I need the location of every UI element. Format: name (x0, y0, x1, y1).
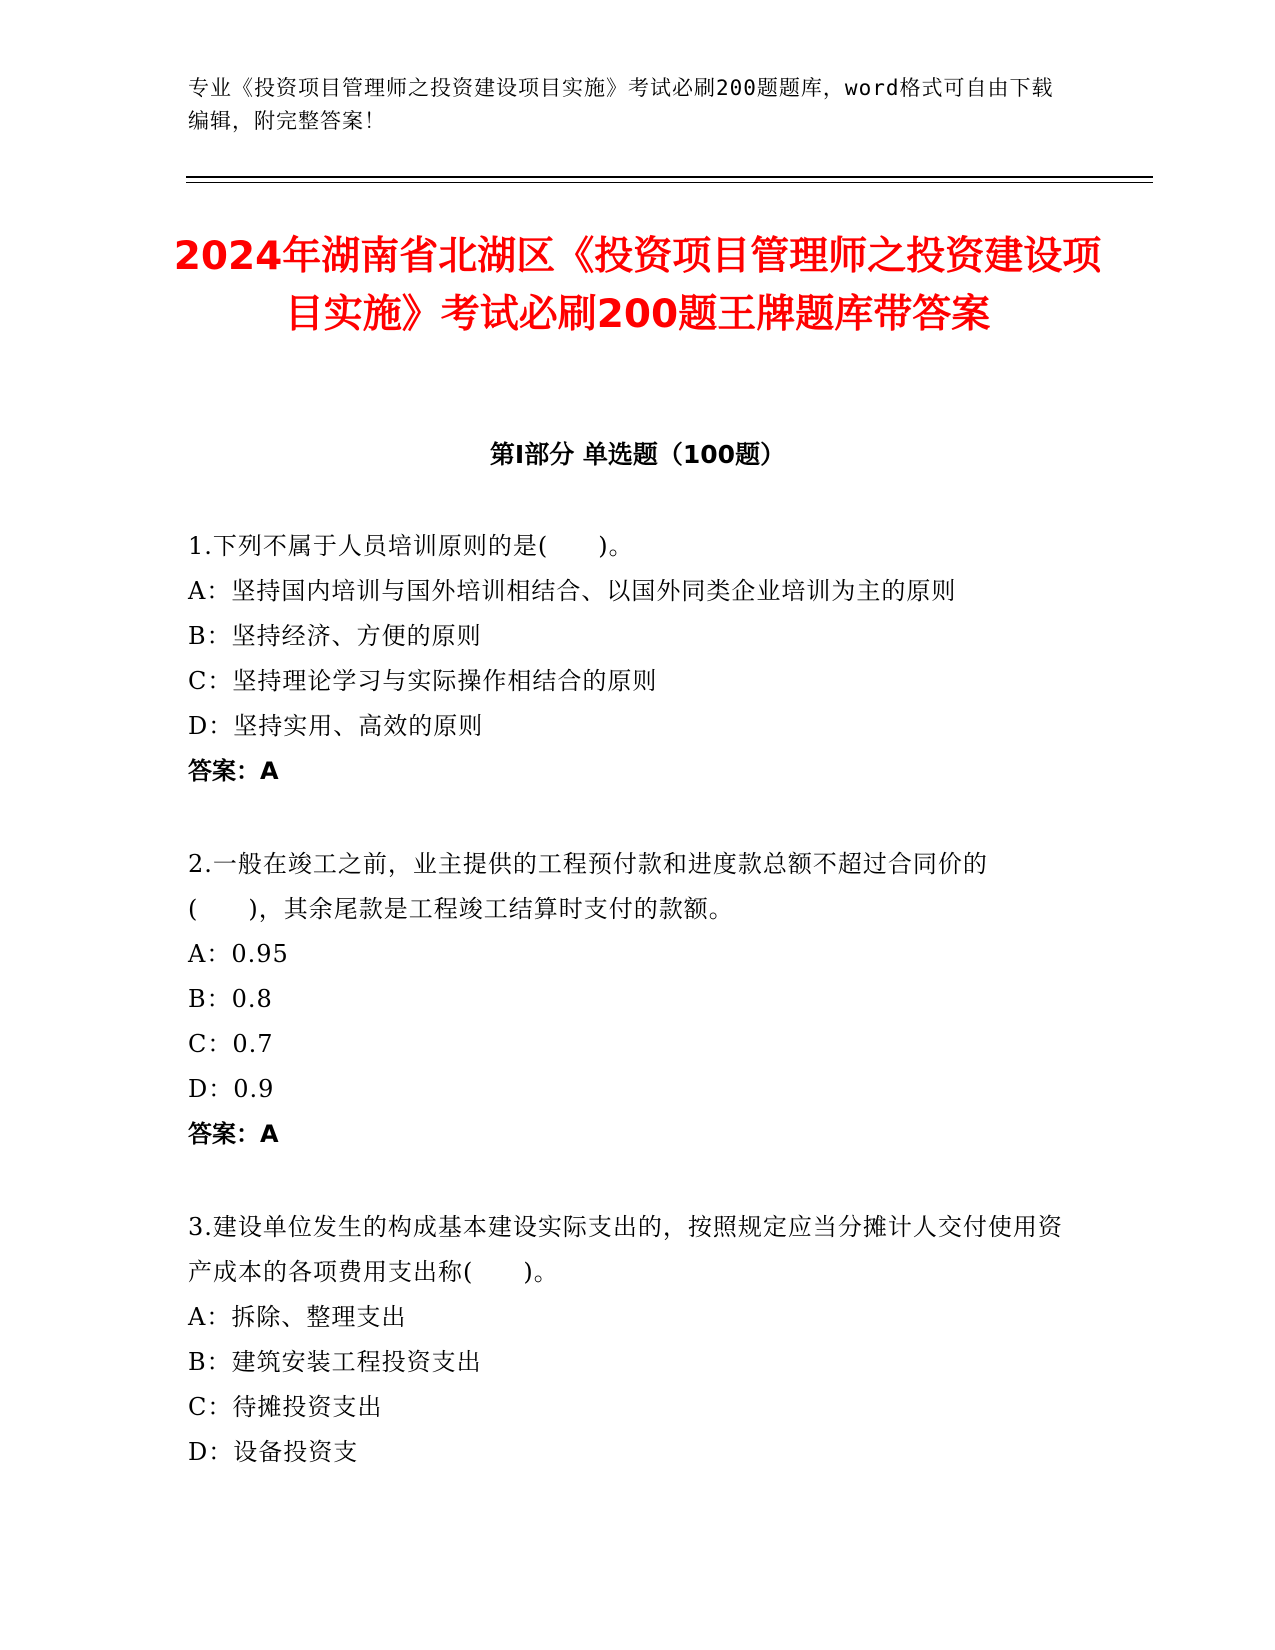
question-stem: 1.下列不属于人员培训原则的是( )。 (188, 532, 634, 560)
option-b: B：坚持经济、方便的原则 (188, 622, 482, 650)
option-a: A：拆除、整理支出 (188, 1303, 407, 1331)
header-rule-thick (186, 176, 1153, 178)
option-d: D：设备投资支 (188, 1438, 359, 1466)
option-c: C：待摊投资支出 (188, 1393, 383, 1421)
option-b: B：0.8 (188, 985, 273, 1013)
option-a: A：坚持国内培训与国外培训相结合、以国外同类企业培训为主的原则 (188, 577, 957, 605)
option-c: C：0.7 (188, 1030, 274, 1058)
option-b: B：建筑安装工程投资支出 (188, 1348, 482, 1376)
question-stem: 2.一般在竣工之前，业主提供的工程预付款和进度款总额不超过合同价的( )，其余尾款是工程竣工结算时支付的款额。 (188, 850, 988, 923)
question-stem: 3.建设单位发生的构成基本建设实际支出的，按照规定应当分摊计人交付使用资产成本的各项费用支出称( )。 (188, 1213, 1063, 1286)
header-note: 专业《投资项目管理师之投资建设项目实施》考试必刷200题题库，word格式可自由下载编辑，附完整答案！ (188, 76, 1054, 133)
answer: 答案：A (188, 1120, 279, 1148)
option-a: A：0.95 (188, 940, 289, 968)
header-rule-thin (186, 182, 1153, 183)
question-list (188, 524, 1068, 1475)
document-title: 2024年湖南省北湖区《投资项目管理师之投资建设项目实施》考试必刷200题王牌题库带答案 (173, 234, 1102, 337)
answer: 答案：A (188, 757, 279, 785)
question-2 (188, 842, 1068, 1157)
option-d: D：0.9 (188, 1075, 275, 1103)
option-c: C：坚持理论学习与实际操作相结合的原则 (188, 667, 658, 695)
question-3 (188, 1205, 1068, 1475)
question-1 (188, 524, 1068, 794)
section-title: 第Ⅰ部分 单选题（100题） (489, 440, 786, 469)
option-d: D：坚持实用、高效的原则 (188, 712, 484, 740)
